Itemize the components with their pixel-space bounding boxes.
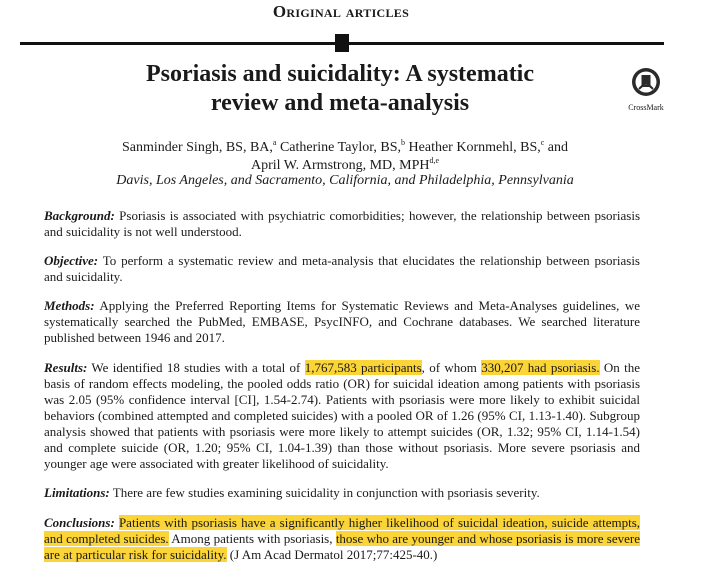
- methods-label: Methods:: [44, 298, 95, 313]
- author-4-affiliation: d,e: [429, 156, 440, 165]
- conclusions-highlight-likelihood: Patients with psoriasis have a significantly higher likelihood of suicidal ideation, suicide attempts, and completed suicides.: [44, 514, 641, 546]
- abstract-results: [44, 360, 640, 472]
- author-4: April W. Armstrong, MD, MPH: [250, 158, 430, 173]
- abstract-methods: [44, 298, 640, 346]
- citation: (J Am Acad Dermatol 2017;77:425-40.): [226, 546, 438, 562]
- conclusions-highlight-risk: those who are younger and whose psoriasis is more severe are at particular risk for suicidality.: [44, 530, 640, 562]
- background-text: Psoriasis is associated with psychiatric comorbidities; however, the relationship between psoriasis and suicidality is not well understood.: [44, 208, 640, 239]
- title-line-2: review and meta-analysis: [210, 90, 470, 116]
- author-3: Heather Kornmehl, BS,: [405, 140, 541, 155]
- crossmark-logo-icon: [631, 67, 661, 97]
- crossmark-label: CrossMark: [628, 103, 664, 112]
- conclusions-text-1: Among patients with psoriasis,: [168, 530, 336, 546]
- conclusions-label: Conclusions:: [44, 514, 115, 530]
- header-rule-marker: [335, 34, 349, 52]
- abstract-objective: [44, 253, 640, 285]
- article-title: [90, 60, 590, 118]
- abstract-limitations: [44, 485, 640, 501]
- objective-text: To perform a systematic review and meta-analysis that elucidates the relationship between psoriasis and suicidality.: [44, 253, 640, 284]
- limitations-text: There are few studies examining suicidality in conjunction with psoriasis severity.: [109, 485, 540, 500]
- methods-text: Applying the Preferred Reporting Items for Systematic Reviews and Meta-Analyses guidelines, we systematically searched the PubMed, EMBASE, PsycINFO, and Cochrane databases. We searched literature published between 1946 and 2017.: [44, 298, 640, 345]
- crossmark-badge[interactable]: [624, 67, 668, 113]
- author-list: [60, 139, 630, 175]
- section-label: Original articles: [272, 2, 410, 21]
- results-highlight-participants: 1,767,583 participants: [304, 359, 422, 375]
- results-label: Results:: [44, 359, 88, 375]
- results-text-1: We identified 18 studies with a total of: [87, 359, 305, 375]
- affiliation-locations: Davis, Los Angeles, and Sacramento, California, and Philadelphia, Pennsylvania: [116, 173, 574, 188]
- objective-label: Objective:: [44, 253, 99, 268]
- author-1-affiliation: a: [272, 138, 277, 147]
- author-3-affiliation: c: [540, 138, 545, 147]
- results-highlight-psoriasis-count: 330,207 had psoriasis.: [481, 359, 600, 375]
- results-text-2: , of whom: [421, 359, 482, 375]
- author-2: Catherine Taylor, BS,: [276, 140, 402, 155]
- limitations-label: Limitations:: [44, 485, 110, 500]
- abstract-background: [44, 208, 640, 240]
- author-1: Sanminder Singh, BS, BA,: [121, 140, 273, 155]
- title-line-1: Psoriasis and suicidality: A systematic: [145, 61, 535, 87]
- background-label: Background:: [44, 208, 115, 223]
- author-and: and: [544, 140, 569, 155]
- abstract: [44, 208, 640, 576]
- results-text-3: On the basis of random effects modeling, the pooled odds ratio (OR) for suicidal ideation among patients with psoriasis was 2.05 (95% confidence interval [CI], 1.54-2.74). Patients with psoriasis were more likely to exhibit suicidal behaviors (combined attempted and completed suicides) with a pooled OR of 1.26 (95% CI, 1.13-1.40). Subgroup analysis showed that patients with psoriasis were more likely to attempt suicides (OR, 1.32; 95% CI, 1.14-1.54) and complete suicide (OR, 1.20; 95% CI, 1.04-1.39) than those without psoriasis. More severe psoriasis and younger age were associated with greater likelihood of suicidality.: [44, 359, 640, 471]
- abstract-conclusions: [44, 515, 640, 563]
- author-2-affiliation: b: [401, 138, 406, 147]
